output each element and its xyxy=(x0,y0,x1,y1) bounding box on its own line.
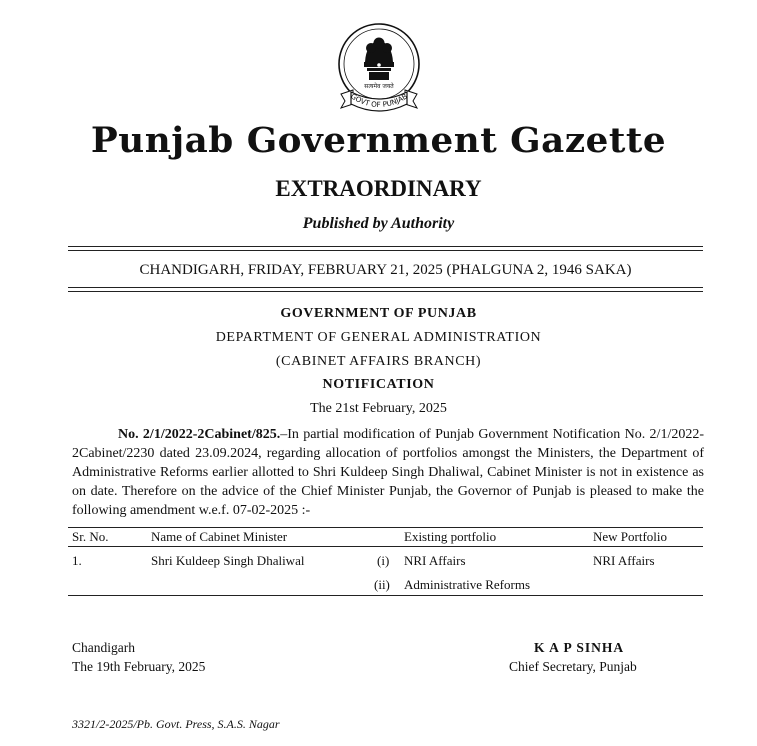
notification-date: The 21st February, 2025 xyxy=(310,401,447,416)
table-header-name: Name of Cabinet Minister xyxy=(151,529,288,544)
notification-heading: NOTIFICATION xyxy=(322,377,435,392)
svg-text:सत्यमेव जयते: सत्यमेव जयते xyxy=(364,83,394,90)
table-cell-existing-1: NRI Affairs xyxy=(404,553,466,568)
table-rule-bottom xyxy=(68,595,703,596)
branch-heading: (CABINET AFFAIRS BRANCH) xyxy=(275,354,482,369)
table-header-existing: Existing portfolio xyxy=(404,529,497,544)
government-heading: GOVERNMENT OF PUNJAB xyxy=(280,306,477,321)
table-rule-top xyxy=(68,527,703,528)
table-rule-header xyxy=(68,546,703,547)
table-cell-name: Shri Kuldeep Singh Dhaliwal xyxy=(151,553,305,568)
rule-bottom-2 xyxy=(68,291,703,292)
authority-line: Published by Authority xyxy=(302,215,455,232)
notification-body: –In partial modification of Punjab Government Notification No. 2/1/2022-2Cabinet/2230 dated 23.09.2024, regarding allocation of portfolios amongst the Ministers, the Department of Administrative Reforms earlier allotted to Shri Kuldeep Singh Dhaliwal, Cabinet Minister is not in existence as on date. Therefore on the advice of the Chief Minister Punjab, the Governor of Punjab is pleased to make the following amendment w.e.f. 07-02-2025 :- xyxy=(72,427,704,518)
table-cell-existing-mark-1: (i) xyxy=(377,553,390,568)
punjab-government-emblem xyxy=(333,12,425,122)
signatory-designation: Chief Secretary, Punjab xyxy=(509,659,637,674)
gazette-masthead: Punjab Government Gazette xyxy=(90,120,667,161)
table-cell-new: NRI Affairs xyxy=(593,553,655,568)
rule-top-1 xyxy=(68,246,703,247)
rule-bottom-1 xyxy=(68,287,703,288)
signatory-name: K A P SINHA xyxy=(534,640,625,655)
rule-top-2 xyxy=(68,250,703,251)
table-cell-existing-2: Administrative Reforms xyxy=(404,577,531,592)
footer-place: Chandigarh xyxy=(72,640,135,655)
table-cell-existing-mark-2: (ii) xyxy=(374,577,390,592)
press-print-line: 3321/2-2025/Pb. Govt. Press, S.A.S. Nagar xyxy=(72,717,280,731)
dateline: CHANDIGARH, FRIDAY, FEBRUARY 21, 2025 (PHALGUNA 2, 1946 SAKA) xyxy=(139,262,632,278)
emblem-scroll-text: GOVT OF PUNJAB xyxy=(349,91,409,110)
edition-title: EXTRAORDINARY xyxy=(275,176,482,201)
notification-paragraph xyxy=(72,425,704,520)
table-cell-sr: 1. xyxy=(72,553,82,568)
department-heading: DEPARTMENT OF GENERAL ADMINISTRATION xyxy=(215,330,542,345)
table-header-sr: Sr. No. xyxy=(72,529,109,544)
notification-number: No. 2/1/2022-2Cabinet/825. xyxy=(118,427,281,442)
table-header-new: New Portfolio xyxy=(593,529,668,544)
footer-date: The 19th February, 2025 xyxy=(72,659,206,674)
